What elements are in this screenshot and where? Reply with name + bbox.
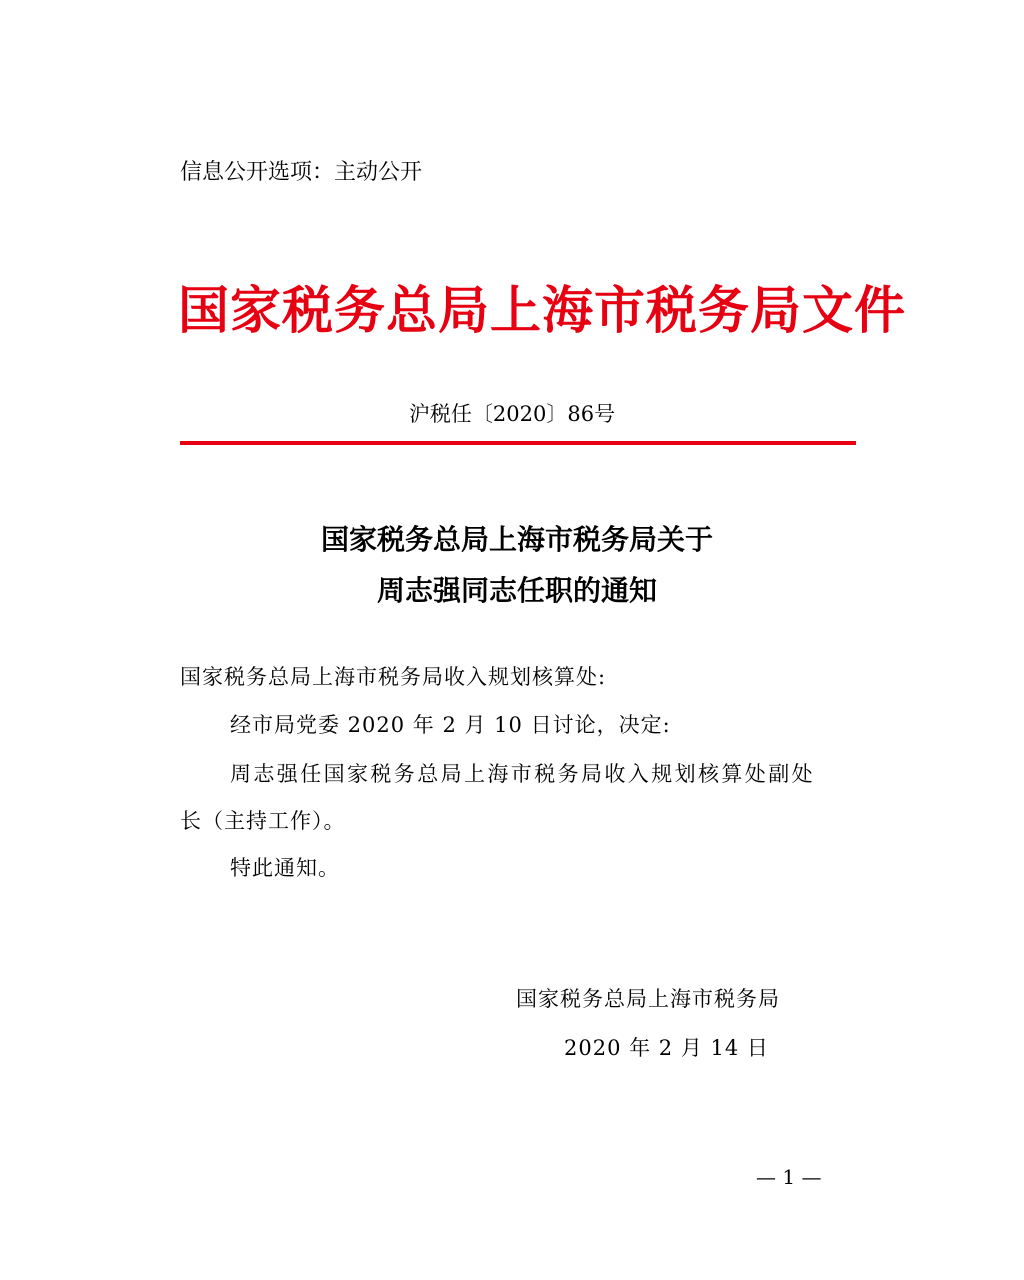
document-masthead: 国家税务总局上海市税务局文件 — [178, 281, 907, 341]
notice-title-line-2: 周志强同志任职的通知 — [376, 574, 657, 607]
issue-date: 2020 年 2 月 14 日 — [564, 1036, 769, 1060]
paragraph-appointment-line-1: 周志强任国家税务总局上海市税务局收入规划核算处副处 — [230, 762, 815, 786]
page-number: — 1 — — [756, 1165, 822, 1189]
paragraph-appointment-line-2: 长（主持工作）。 — [180, 809, 346, 833]
paragraph-closing: 特此通知。 — [230, 856, 340, 880]
document-number: 沪税任〔2020〕86号 — [408, 402, 616, 426]
paragraph-decision-date: 经市局党委 2020 年 2 月 10 日讨论，决定: — [230, 713, 671, 737]
addressee: 国家税务总局上海市税务局收入规划核算处: — [180, 665, 607, 689]
disclosure-option: 信息公开选项：主动公开 — [180, 160, 423, 185]
red-divider-line — [180, 441, 856, 445]
notice-title-line-1: 国家税务总局上海市税务局关于 — [320, 523, 713, 556]
issuer-signature: 国家税务总局上海市税务局 — [516, 987, 780, 1011]
